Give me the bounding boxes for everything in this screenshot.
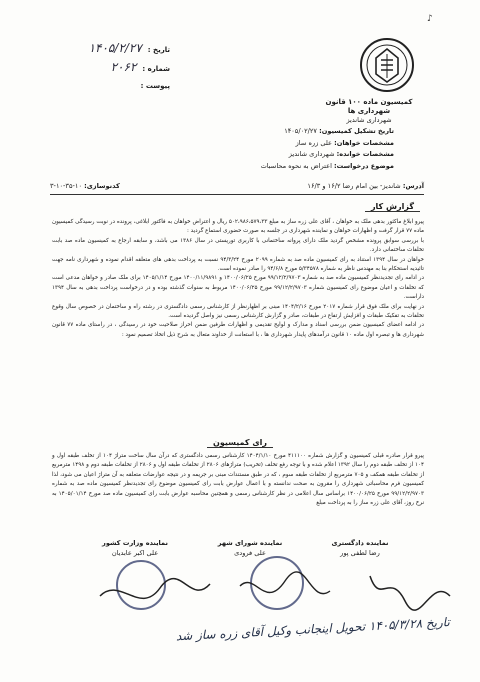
postal-group (50, 182, 120, 190)
report-paragraph: در ادامه رای تجدیدنظر کمیسیون ماده صد به شماره ۹۹/۱۲/۲/۹۷۰۳ مورخ ۱۴۰۰/۰۶/۲۵ و ۱۴۰۰/۱۱/۹۸۹۱ مورخ ۱۴۰۵/۱/۱۴ برای ملک صادر و خواهان مدعی است که تخلفات و اعیان موضوع رای کمیسیون شماره ۹۹/۱۲/۲/۹۷۰۳ مورخ ۱۴۰۰/۰۶/۲۵ مربوط به سنوات گذشته بوده و در درخواست پرداخت بدهی به سال ۱۳۹۴ داراست. (52, 275, 424, 301)
subject-label: موضوع درخواست: (334, 161, 394, 170)
divider (50, 194, 424, 195)
decision-paragraph: پیرو قرار صادره قبلی کمیسیون و گزارش شماره ۴۱۱۱۰۰ مورخ ۱۴۰۴/۱/۱۰ کارشناس رسمی دادگستری که درآن سال ساخت متراژ ۱۰۴ از تخلف طبقه اول و ۱۰۴ از تخلف طبقه دوم را سال ۱۳۹۲ اعلام شده و با توجه رفع تخلف (تخریب) متراژهای ۲۸۰۶ از تخلفات طبقه اول و ۲۸۰۶ از تخلفات طبقه دوم و ۱۴۹۸ مترمربع از تخلفات طبقه همکف و ۷۰۵ مترمربع از تخلفات طبقه سوم ، که در طبق مستندات مبنی بر جریمه و در نتیجه عوارضات متعلقه به آن متراژ اعیان می شود، لذا کمیسیون فرم محاسباتی شهرداری را مقرون به صحت ندانسته و با اعمال عوارض بابت رای کمیسیون موضوع رای تجدیدنظر کمیسیون ماده صد به شماره ۹۹/۱۲/۲/۹۷۰۳ مورخ ۱۴۰۰/۰۶/۲۵ براساس سال اعلامی در نظر کارشناس رسمی و همچنین محاسبه عوارض بابت رای کمیسیون ماده صد مورخ ۱۴۰۵/۰۱/۱۴ به نرخ روز، آقای علی زره ساز را به پرداخت مبلغ (52, 453, 425, 507)
subject-line (74, 161, 394, 173)
municipality-logo-icon (358, 36, 416, 94)
address-group (307, 182, 424, 190)
session-date-line (74, 126, 394, 138)
case-info (74, 126, 394, 172)
report-paragraph: با بررسی سوابق پرونده مشخص گردید ملک دارای پروانه ساختمانی با کاربری توریستی در سال ۱۳۸۶ می باشد، و سابقه ارجاع به کمیسیون ماده صد بابت تخلفات ساختمانی دارد. (52, 237, 424, 254)
report-paragraph: پیرو ابلاغ ماکثور بدهی ملک به خواهان ، آقای علی زره ساز به مبلغ ۵۰۲،۹۸۶،۵۷۹،۳۳ ریال و اعتراض خواهان به فاکتور ابلاغی، پرونده در نوبت رسیدگی کمیسیون ماده ۷۷ قرار گرفت و اظهارات خواهان و نماینده شهرداری در جلسه به صورت حضوری استماع گردید : (52, 219, 424, 235)
report-body (52, 218, 424, 340)
address-row (50, 182, 424, 190)
session-date-label: تاریخ تشکیل کمیسیون: (319, 127, 394, 135)
report-paragraph: در ادامه اعضای کمیسیون ضمن بررسی اسناد و مدارک و لوایح تقدیمی و اظهارات طرفین ضمن احراز صلاحیت خود در رسیدگی ، در راستای ماده ۷۷ قانون شهرداری ها و تبصره اول ماده ۱۰ قانون درآمدهای پایدار شهرداری ها ، با استعانت از خداوند متعال به شرح ذیل اتخاذ تصمیم نمود : (52, 322, 424, 338)
number-value: ۲۰۶۲ (110, 60, 137, 74)
judiciary-rep-title: نماینده دادگستری (331, 539, 389, 547)
judiciary-rep-signature (305, 538, 415, 558)
plaintiff-line (74, 138, 394, 150)
defendant-line (74, 149, 394, 161)
ministry-rep-name: علی اکبر عابدیان (111, 549, 159, 557)
handwritten-receipt-note: تاریخ ۱۴۰۵/۳/۲۸ تحویل اینجانب وکیل آقای زره ساز شد (175, 615, 451, 644)
decision-title-text: رای کمیسیون (207, 438, 273, 448)
council-rep-name: علی فرودی (234, 549, 266, 557)
decision-title (0, 438, 480, 447)
number-row (60, 59, 170, 78)
defendant-label: مشخصات خوانده: (336, 150, 394, 158)
subject-value: اعتراض به نحوه محاسبات (260, 161, 332, 170)
attachment-label: پیوست : (140, 82, 170, 90)
decision-body (52, 452, 424, 508)
letter-meta (60, 40, 170, 95)
council-rep-title: نماینده شورای شهر (217, 539, 283, 547)
attachment-row (60, 78, 170, 95)
date-value: ۱۴۰۵/۲/۲۷ (88, 41, 142, 55)
date-row (60, 40, 170, 59)
ministry-rep-signature (80, 538, 190, 558)
postal-value: ۱۰-۳۵-۱۰-۳ (50, 182, 82, 190)
defendant-value: شهرداری شاندیز (288, 150, 335, 158)
council-rep-signature (195, 538, 305, 558)
session-date-value: ۱۴۰۵/۰۲/۲۷ (284, 127, 317, 135)
plaintiff-label: مشخصات خواهان: (334, 138, 394, 147)
judiciary-rep-name: رضا لطفی پور (340, 549, 380, 557)
ministry-rep-title: نماینده وزارت کشور (102, 539, 168, 547)
corner-mark: ♪ (427, 14, 433, 24)
report-paragraph: در نهایت برای ملک فوق قرار شماره ۲۰۱۷ مورخ ۱۴۰۴/۲/۱۶ مبنی بر اظهارنظر از کارشناس رسمی دادگستری در رشته راه و ساختمان در خصوص سال وقوع تخلفات به تفکیک طبقات و افزایش ارتفاع در طبقات، صادر و گزارش کارشناس رسمی نیز واصل گردیده است. (52, 303, 424, 320)
report-paragraph: خواهان در سال ۱۳۹۴ استناد به رای کمیسیون ماده صد به شماره ۲۰۹۹ مورخ ۹۴/۳/۲۴ نسبت به پرداخت بدهی های متعلقه اقدام نموده و شهرداری نامه جهت تائیدیه استحکام بنا به مهندس ناظر به شماره ۵/۳۴۵۷۸ مورخ ۹۴/۶/۸ را صادر نموده است. (52, 256, 424, 273)
report-title-text: گزارش کار (365, 202, 420, 212)
date-label: تاریخ : (147, 46, 170, 54)
issuer-line2: شهرداری شاندیز (346, 116, 392, 124)
issuer-block (314, 98, 424, 125)
address-label: آدرس: (402, 182, 424, 190)
plaintiff-value: علی زره ساز (295, 138, 332, 147)
issuer-line1: کمیسیون ماده ۱۰۰ قانون شهرداری ها (325, 98, 413, 115)
address-value: شاندیز- بین امام رضا ۱۶/۲ و ۱۶/۳ (307, 182, 401, 190)
postal-label: کدنوسازی: (84, 182, 120, 190)
number-label: شماره : (142, 65, 170, 73)
report-title (0, 202, 420, 211)
